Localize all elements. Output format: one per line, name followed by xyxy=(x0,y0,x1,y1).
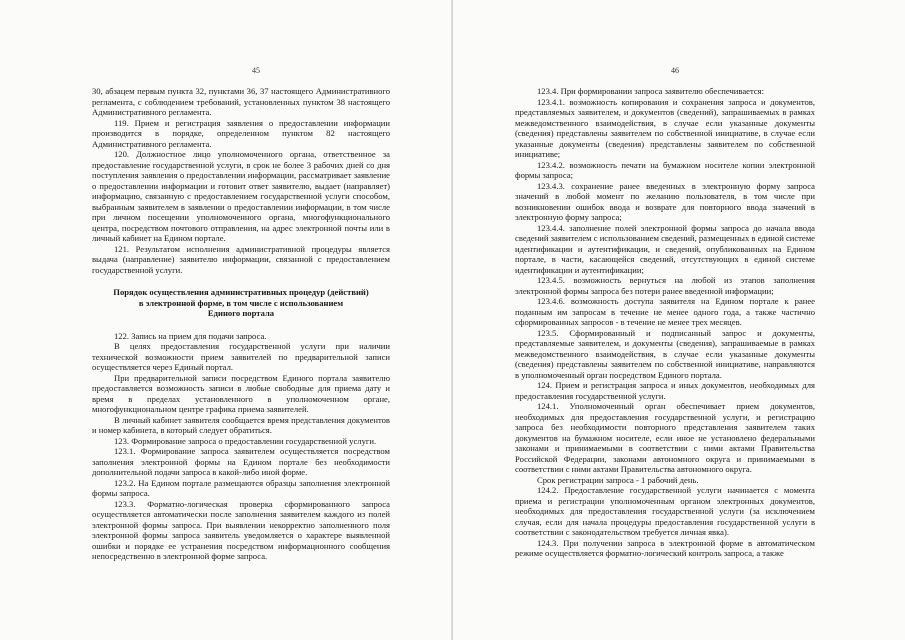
section-heading xyxy=(92,287,390,319)
paragraph: 120. Должностное лицо уполномоченного органа, ответственное за предоставление государственной услуги, в срок не более 3 рабочих дней со дня поступления заявления о предоставлении информации, рассматривает заявление о предоставлении информации и готовит ответ заявителю, выдает (направляет) информацию, связанную с предоставлением государственной услуги способом, выбранным заявителем в заявлении о предоставлении информации, в том числе при личном посещении уполномоченного органа, многофункционального центра, посредством почтового отправления, на адрес электронной почты или в личный кабинет на Едином портале. xyxy=(92,149,390,243)
paragraph: 123.4. При формировании запроса заявителю обеспечивается: xyxy=(537,86,764,96)
paragraph: 123.2. На Едином портале размещаются образцы заполнения электронной формы запроса. xyxy=(92,477,390,498)
paragraph: 124. Прием и регистрация запроса и иных документов, необходимых для предоставления государственной услуги. xyxy=(515,380,815,401)
page-text xyxy=(515,86,815,559)
paragraph: 123. Формирование запроса о предоставлении государственной услуги. xyxy=(114,435,377,446)
paragraph: 124.2. Предоставление государственной услуги начинается с момента приема и регистрации уполномоченным органом электронных документов, необходимых для предоставления государственной услуги (за исключением случая, если для начала процедуры предоставления государственной услуги в соответствии с законодательством требуется личная явка). xyxy=(515,485,815,537)
page-number: 45 xyxy=(252,66,260,75)
heading-line: Единого портала xyxy=(207,308,275,318)
paragraph: 123.4.1. возможность копирования и сохранения запроса и документов, представляемых заявителем, и документов (сведений), запрашиваемых в рамках межведомственного взаимодействия, в случае если указанные документы (сведения) представлены заявителем по собственной инициативе, в случае если указанные документы (сведения) представлены заявителем по собственной инициативе; xyxy=(515,96,815,159)
paragraph: 119. Прием и регистрация заявления о предоставлении информации производится в порядке, определенном пунктом 82 настоящего Административного регламента. xyxy=(92,117,390,149)
paragraph: 123.4.2. возможность печати на бумажном носителе копии электронной формы запроса; xyxy=(515,159,815,180)
paragraph: 124.3. При получении запроса в электронной форме в автоматическом режиме осуществляется форматно-логический контроль запроса, а также xyxy=(515,537,815,558)
paragraph: 123.4.5. возможность вернуться на любой из этапов заполнения электронной формы запроса без потери ранее введенной информации; xyxy=(515,275,815,296)
paragraph: 123.4.4. заполнение полей электронной формы запроса до начала ввода сведений заявителем с использованием сведений, размещенных в единой системе идентификации и аутентификации, и сведений, опубликованных на Едином портале, в части, касающейся сведений, отсутствующих в единой системе идентификации и аутентификации; xyxy=(515,222,815,275)
paragraph: 123.3. Форматно-логическая проверка сформированного запроса осуществляется автоматически после заполнения заявителем каждого из полей электронной формы запроса. При выявлении некорректно заполненного поля электронной формы запроса заявитель уведомляется о характере выявленной ошибки и порядке ее устранения посредством информационного сообщения непосредственно в электронной форме запроса. xyxy=(92,498,390,561)
left-page xyxy=(0,0,452,640)
heading-line: Порядок осуществления административных процедур (действий) xyxy=(113,287,369,297)
heading-line: в электронной форме, в том числе с использованием xyxy=(138,297,344,308)
paragraph: При предварительной записи посредством Единого портала заявителю предоставляется возможность записи в любые свободные для приема дату и время в пределах установленного в уполномоченном органе, многофункциональном центре графика приема заявителей. xyxy=(92,372,390,414)
paragraph: В личный кабинет заявителя сообщается время представления документов и номер кабинета, в который следует обратиться. xyxy=(92,414,390,435)
paragraph: 123.1. Формирование запроса заявителем осуществляется посредством заполнения электронной формы на Едином портале без необходимости дополнительной подачи запроса в какой-либо иной форме. xyxy=(92,446,390,477)
paragraph: 122. Запись на прием для подачи запроса. xyxy=(114,330,267,341)
paragraph: 124.1. Уполномоченный орган обеспечивает прием документов, необходимых для предоставления государственной услуги, и регистрацию запроса без необходимости повторного представления заявителем таких документов на бумажном носителе, если иное не установлено федеральными законами и принимаемыми в соответствии с ними актами Правительства Российской Федерации, законами автономного округа и принимаемыми в соответствии с ними актами Правительства автономного округа. xyxy=(515,401,815,474)
paragraph: 123.4.3. сохранение ранее введенных в электронную форму запроса значений в любой момент по желанию пользователя, в том числе при возникновении ошибок ввода и возврате для повторного ввода значений в электронную форму запроса; xyxy=(515,180,815,222)
paragraph: 123.5. Сформированный и подписанный запрос и документы, представляемые заявителем, и документы (сведения), запрашиваемые в рамках межведомственного взаимодействия, в случае если указанные документы (сведения) представлены заявителем по собственной инициативе, направляются в уполномоченный орган посредством Единого портала. xyxy=(515,327,815,380)
paragraph: 123.4.6. возможность доступа заявителя на Едином портале к ранее поданным им запросам в течение не менее одного года, а также частично сформированных запросов - в течение не менее трех месяцев. xyxy=(515,296,815,327)
right-page xyxy=(453,0,905,640)
paragraph: 30, абзацем первым пункта 32, пунктами 36, 37 настоящего Административного регламента, с соблюдением требований, установленных пунктом 38 настоящего Административного регламента. xyxy=(92,86,390,117)
paragraph: 121. Результатом исполнения административной процедуры является выдача (направление) заявителю информации, связанной с предоставлением государственной услуги. xyxy=(92,243,390,275)
paragraph: В целях предоставления государственной услуги при наличии технической возможности прием заявителей по предварительной записи осуществляется через Единый портал. xyxy=(92,341,390,372)
page-text xyxy=(92,86,390,562)
page-number: 46 xyxy=(671,66,679,75)
paragraph: Срок регистрации запроса - 1 рабочий день. xyxy=(537,474,699,485)
